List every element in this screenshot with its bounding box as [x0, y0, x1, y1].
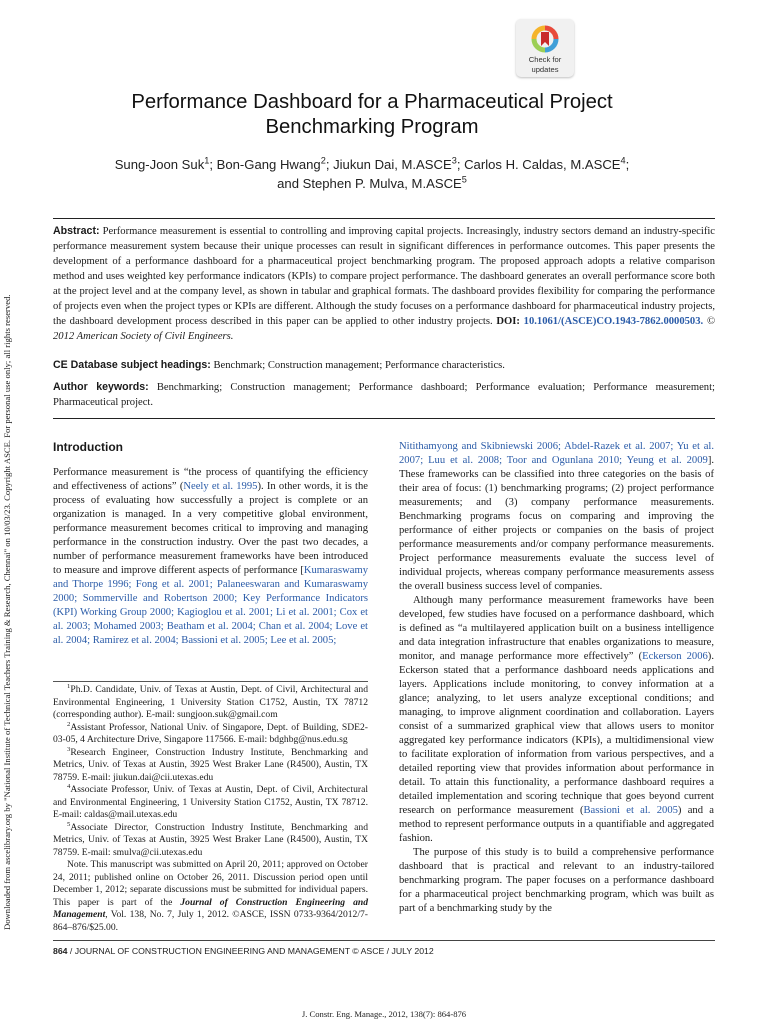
- right-p1-text: ]. These frameworks can be classified into three categories on the basis of their area of focus: (1) benchmarking programs; (2) project performance measurements; and (3) company performance measurements. Benchmarking programs focus on comparing and improving the performance of either projects or companies on the basis of project performance measurements and/or company performance measurements. Project performance measurements evaluate the success level of individual projects, whereas company performance measurements assess the overall business success level of companies.: [399, 455, 714, 592]
- author-4-sep: ;: [625, 157, 630, 172]
- footnote-1-text: Ph.D. Candidate, Univ. of Texas at Austin, Dept. of Civil, Architectural and Environmental Engineering, 1 University Station C1752, Austin, TX 78712 (corresponding author). E-mail: sungjoon.suk@gmail.com: [53, 684, 368, 720]
- submission-note: [53, 859, 368, 934]
- footnote-5-text: Associate Director, Construction Industry Institute, Benchmarking and Metrics, Univ. of Texas at Austin, 3925 West Braker Lane (R4500), Austin, TX 78759. E-mail: smulva@cii.utexas.edu: [53, 821, 368, 858]
- intro-p1-b: ). In other words, it is the process of evaluating how successfully a project is complete or an organization is managed. In a very competitive global environment, performance measurement becomes critical to improving and managing performance in the construction industry. Over the past two decades, a number of performance measurement frameworks have been introduced to measure and improve different aspects of performance [: [53, 481, 368, 576]
- abstract: [53, 224, 715, 344]
- doi-link[interactable]: 10.1061/(ASCE)CO.1943-7862.0000503.: [523, 316, 704, 327]
- top-rule: [53, 218, 715, 219]
- author-4-sup: 4: [620, 155, 626, 166]
- footnote-4-text: Associate Professor, Univ. of Texas at Austin, Dept. of Civil, Architectural and Environmental Engineering, 1 University Station C1752, Austin, TX 78712. E-mail: caldas@mail.utexas.edu: [53, 784, 368, 820]
- copyright: © 2012 American Society of Civil Engineers.: [53, 316, 715, 342]
- abstract-bottom-rule: [53, 418, 715, 419]
- footnote-2-text: Assistant Professor, National Univ. of Singapore, Dept. of Building, SDE2-03-05, 4 Architecture Drive, Singapore 117566. E-mail: bdghbg@nus.edu.sg: [53, 721, 368, 745]
- author-5: and Stephen P. Mulva, M.ASCE: [277, 176, 462, 191]
- crossmark-icon: [530, 24, 560, 54]
- badge-line1: Check for: [528, 55, 562, 64]
- right-p2-b: ). Eckerson stated that a performance dashboard needs applications and layers. Applications include monitoring, to convey information at a glance; analyzing, to let users analyze exceptional conditions; and managing, to improve alignment coordination and collaboration. Layers consist of a summarized graphical view that allows users to monitor aggregated key performance indicators (KPIs), a multidimensional view to facilitate exploration of information from various perspectives, and a detailed reporting view that provides information about performance in detail. To attain this functionality, a performance dashboard requires a detailed implementation and scoring technique that goes beyond current research on performance measurement (: [399, 651, 714, 816]
- footnote-3: [53, 747, 368, 785]
- right-p2-a: Although many performance measurement frameworks have been developed, few studies have focused on a performance dashboard, which is defined as “a multilayered application built on a business intelligence and data integration infrastructure that enables organizations to measure, monitor, and manage performance more effectively” (: [399, 595, 714, 662]
- doi-label: DOI:: [496, 316, 520, 327]
- abstract-text: Performance measurement is essential to controlling and improving capital projects. Increasingly, industry sectors demand an industry-specific performance measurement system because their unique processes can result in significant differences in performance outcomes. This paper presents the development of a performance dashboard for a pharmaceutical project benchmarking program. The proposed approach adopts a relative comparison method and uses weighted key performance indicators (KPIs) to compare project performance. The dashboard generates an overall performance score both at the project level and at the company level, as shown in tabular and graphical formats. The dashboard provides flexibility for comparing the performance of projects even when the project types or KPIs are different. Although the study focuses on a performance dashboard for pharmaceutical industry projects, the dashboard development process described in this paper can be applied to other industry projects.: [53, 226, 715, 327]
- footnote-3-text: Research Engineer, Construction Industry Institute, Benchmarking and Metrics, Univ. of Texas at Austin, 3925 West Braker Lane (R4500), Austin, TX 78759. E-mail: jiukun.dai@cii.utexas.edu: [53, 746, 368, 783]
- abstract-label: Abstract:: [53, 225, 100, 237]
- download-notice-text: Downloaded from ascelibrary.org by "National Institute of Technical Teachers Training & Research, Chennai" on 10/03/23. Copyright ASCE. For personal use only; all rights reserved.: [2, 294, 12, 930]
- author-3: Jiukun Dai, M.ASCE: [333, 157, 452, 172]
- author-1-sep: ;: [209, 157, 217, 172]
- subject-headings-label: CE Database subject headings:: [53, 359, 211, 371]
- ref-eckerson[interactable]: Eckerson 2006: [642, 651, 708, 662]
- journal-footer: [53, 946, 715, 956]
- paper-title: [52, 90, 692, 140]
- ref-list-right[interactable]: Nitithamyong and Skibniewski 2006; Abdel-Razek et al. 2007; Yu et al. 2007; Luu et al. 2008; Toor and Ogunlana 2010; Yeung et al. 2009: [399, 441, 714, 466]
- ref-list-left[interactable]: Kumaraswamy and Thorpe 1996; Fong et al. 2001; Palaneeswaran and Kumaraswamy 2000; Sommerville and Robertson 2000; Key Performance Indicators (KPI) Working Group 2000; Kagioglou et al. 2001; Li et al. 2001; Cox et al. 2003; Mohamed 2003; Beatham et al. 2004; Chan et al. 2004; Love et al. 2004; Ramirez et al. 2004; Bassioni et al. 2005; Lee et al. 2005;: [53, 565, 368, 646]
- author-5-sup: 5: [461, 174, 467, 185]
- note-a: Note. This manuscript was submitted on April 20, 2011; approved on October 24, 2011; published online on October 26, 2011. Discussion period open until December 1, 2012; separate discussions must be submitted for individual papers. This paper is part of the: [53, 859, 368, 908]
- ref-bassioni[interactable]: Bassioni et al. 2005: [583, 805, 678, 816]
- badge-line2: updates: [531, 65, 559, 74]
- footer-rule: [53, 940, 715, 941]
- footnotes: [53, 684, 368, 934]
- author-1-sup: 1: [204, 155, 210, 166]
- author-2-sep: ;: [325, 157, 334, 172]
- footnote-3-sup: 3: [67, 745, 71, 753]
- note-journal: Journal of Construction Engineering and Management: [53, 896, 368, 920]
- footnote-4-sup: 4: [67, 782, 71, 790]
- page-number: 864: [53, 946, 68, 956]
- title-line-2: Benchmarking Program: [265, 116, 479, 138]
- author-list: [52, 155, 692, 193]
- right-paragraph-1: [399, 440, 714, 594]
- right-column: [399, 440, 714, 916]
- footnote-4: [53, 784, 368, 822]
- subject-headings-text: Benchmark; Construction management; Performance characteristics.: [213, 360, 505, 371]
- download-notice-sidebar: [2, 130, 16, 930]
- author-4: Carlos H. Caldas, M.ASCE: [464, 157, 621, 172]
- title-line-1: Performance Dashboard for a Pharmaceutical Project: [131, 91, 613, 113]
- author-keywords: [53, 380, 715, 410]
- intro-paragraph-1: [53, 466, 368, 648]
- footnote-5: [53, 822, 368, 860]
- intro-p1-a: Performance measurement is “the process of quantifying the efficiency and effectiveness of actions” (: [53, 467, 368, 492]
- author-2-sup: 2: [320, 155, 326, 166]
- left-column: [53, 440, 368, 648]
- ref-neely[interactable]: Neely et al. 1995: [183, 481, 258, 492]
- footer-journal-text: / JOURNAL OF CONSTRUCTION ENGINEERING AND MANAGEMENT © ASCE / JULY 2012: [67, 946, 434, 956]
- footnote-2-sup: 2: [67, 720, 71, 728]
- footnote-1: [53, 684, 368, 722]
- right-paragraph-3: The purpose of this study is to build a comprehensive performance dashboard that is practical and relevant to an industry-tailored benchmarking program. The paper focuses on a performance dashboard for a pharmaceutical project benchmarking program, which was built as part of a benchmarking study by the: [399, 847, 714, 914]
- note-b: , Vol. 138, No. 7, July 1, 2012. ©ASCE, ISSN 0733-9364/2012/7-864–876/$25.00.: [53, 909, 368, 933]
- citation-line: J. Constr. Eng. Manage., 2012, 138(7): 864-876: [301, 1009, 467, 1019]
- author-3-sep: ;: [456, 157, 465, 172]
- footnote-1-sup: 1: [67, 682, 71, 690]
- author-keywords-text: Benchmarking; Construction management; Performance dashboard; Performance evaluation; Performance measurement; Pharmaceutical project.: [53, 382, 715, 408]
- check-for-updates-badge[interactable]: [516, 19, 574, 77]
- author-2: Bon-Gang Hwang: [216, 157, 321, 172]
- introduction-heading: Introduction: [53, 440, 123, 454]
- right-paragraph-2: [399, 594, 714, 846]
- footnote-rule: [53, 681, 368, 682]
- author-1: Sung-Joon Suk: [114, 157, 205, 172]
- subject-headings: [53, 358, 715, 373]
- author-3-sup: 3: [451, 155, 457, 166]
- footnote-5-sup: 5: [67, 820, 71, 828]
- footnote-2: [53, 722, 368, 747]
- right-p2-c: ) and a method to represent performance outputs in a quantifiable and aggregated fashion.: [399, 805, 714, 844]
- author-keywords-label: Author keywords:: [53, 381, 149, 393]
